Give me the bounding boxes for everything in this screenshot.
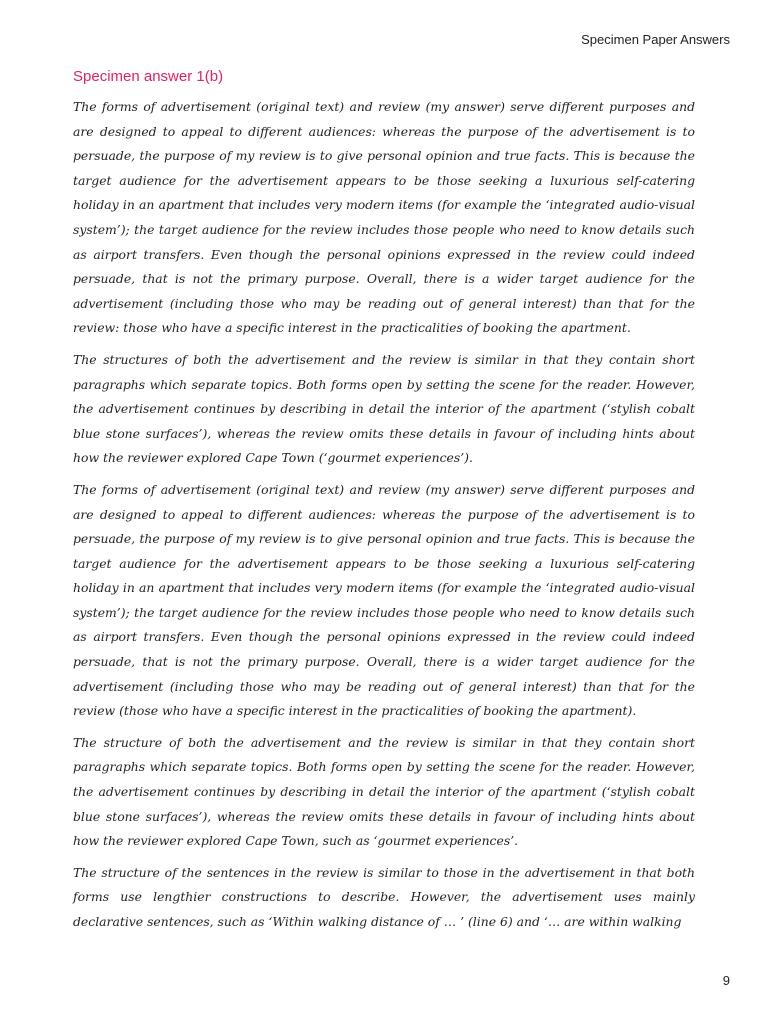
paragraph: The structures of both the advertisement and the review is similar in that they contain short paragraphs which separate topics. Both forms open by setting the scene for the reader. However, the advertisement continues by describing in detail the interior of the apartment (‘stylish cobalt blue stone surfaces’), whereas the review omits these details in favour of including hints about how the reviewer explored Cape Town (‘gourmet experiences’). xyxy=(73,351,695,466)
paragraph: The structure of both the advertisement and the review is similar in that they contain short paragraphs which separate topics. Both forms open by setting the scene for the reader. However, the advertisement continues by describing in detail the interior of the apartment (‘stylish cobalt blue stone surfaces’), whereas the review omits these details in favour of including hints about how the reviewer explored Cape Town, such as ‘gourmet experiences’. xyxy=(73,734,695,849)
paragraph: The forms of advertisement (original text) and review (my answer) serve different purposes and are designed to appeal to different audiences: whereas the purpose of the advertisement is to persuade, the purpose of my review is to give personal opinion and true facts. This is because the target audience for the advertisement appears to be those seeking a luxurious self-catering holiday in an apartment that includes very modern items (for example the ‘integrated audio-visual system’); the target audience for the review includes those people who need to know details such as airport transfers. Even though the personal opinions expressed in the review could indeed persuade, that is not the primary purpose. Overall, there is a wider target audience for the advertisement (including those who may be reading out of general interest) than that for the review (those who have a specific interest in the practicalities of booking the apartment). xyxy=(73,481,695,719)
paragraph: The forms of advertisement (original text) and review (my answer) serve different purposes and are designed to appeal to different audiences: whereas the purpose of the advertisement is to persuade, the purpose of my review is to give personal opinion and true facts. This is because the target audience for the advertisement appears to be those seeking a luxurious self-catering holiday in an apartment that includes very modern items (for example the ‘integrated audio-visual system’); the target audience for the review includes those people who need to know details such as airport transfers. Even though the personal opinions expressed in the review could indeed persuade, that is not the primary purpose. Overall, there is a wider target audience for the advertisement (including those who may be reading out of general interest) than that for the review: those who have a specific interest in the practicalities of booking the apartment. xyxy=(73,99,695,336)
section-title: Specimen answer 1(b) xyxy=(73,68,224,85)
page-number: 9 xyxy=(722,973,730,988)
running-header: Specimen Paper Answers xyxy=(581,32,730,47)
paragraph: The structure of the sentences in the review is similar to those in the advertisement in that both forms use lengthier constructions to describe. However, the advertisement uses mainly declarative sentences, such as ‘Within walking distance of … ’ (line 6) and ‘… are within walking xyxy=(73,864,695,929)
answer-body xyxy=(73,95,695,942)
